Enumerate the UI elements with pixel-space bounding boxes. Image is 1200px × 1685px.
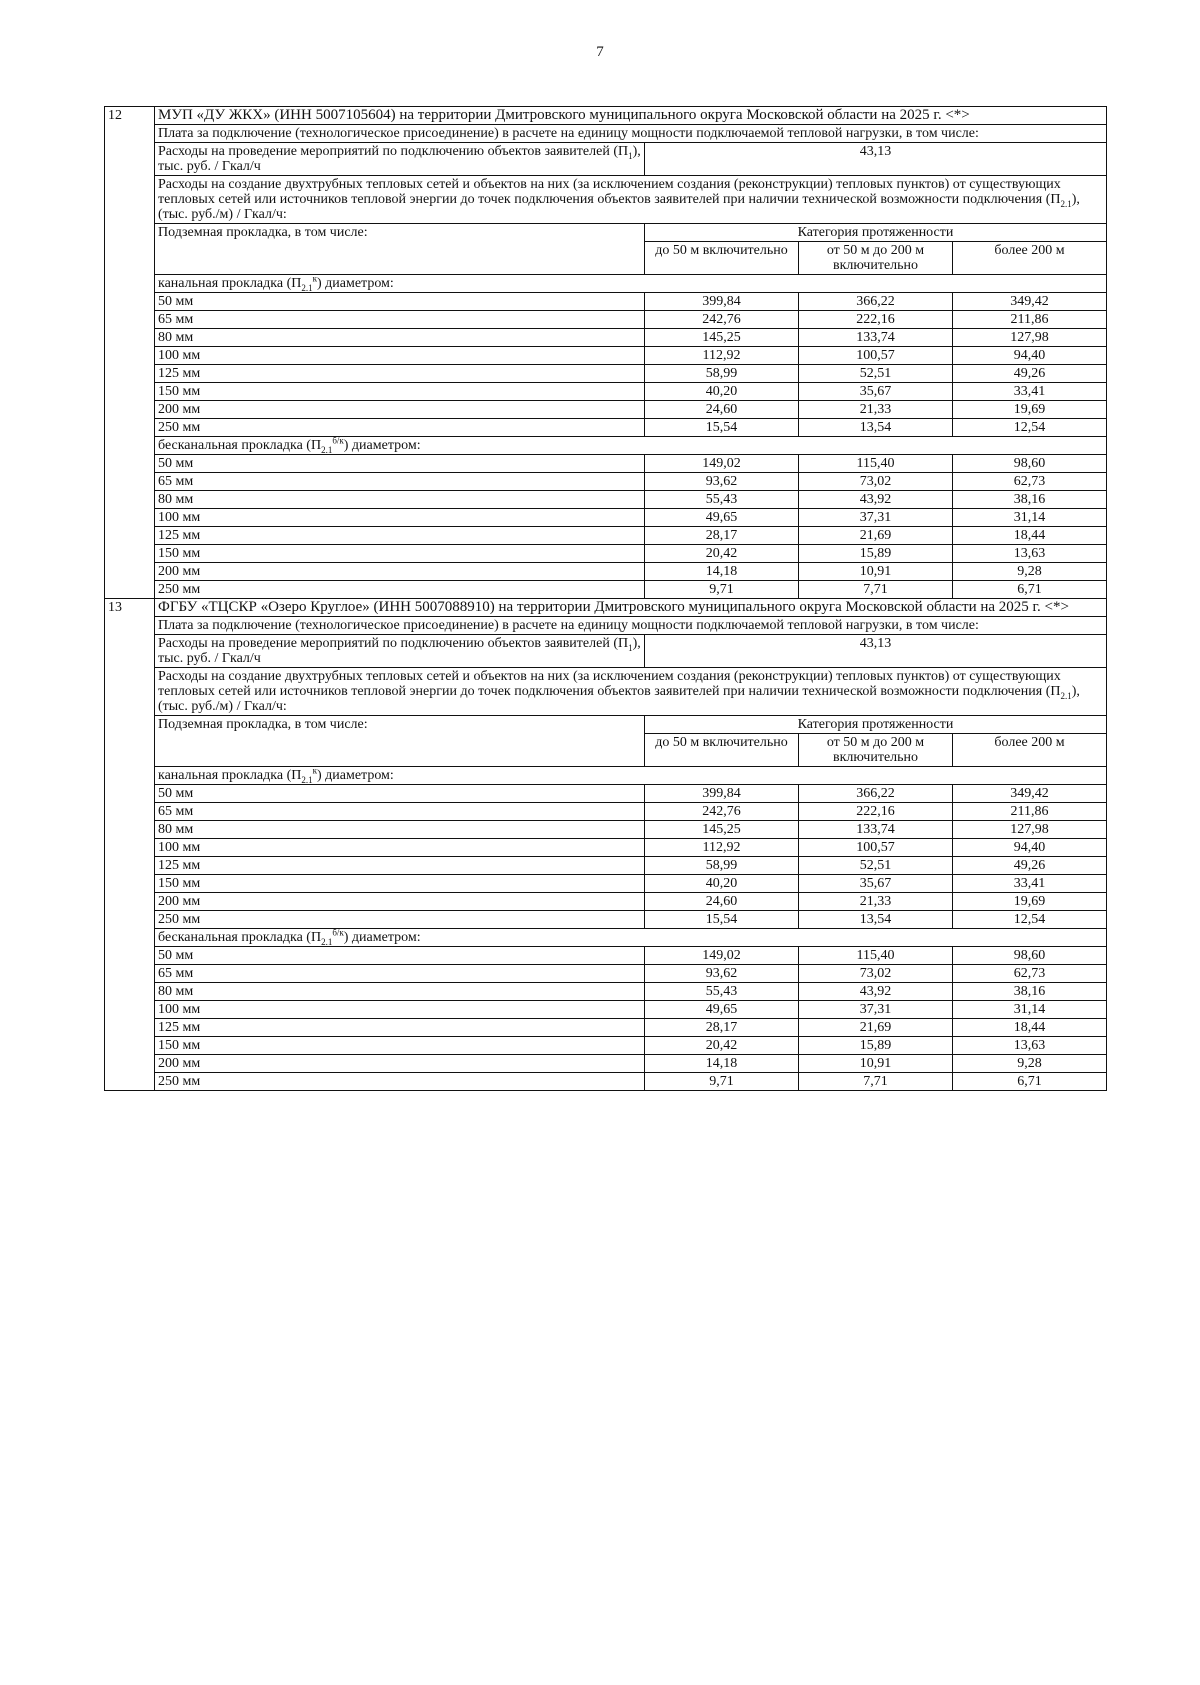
- value-over-200: 127,98: [953, 821, 1107, 839]
- value-up-to-50: 145,25: [645, 329, 799, 347]
- channel-superscript: к: [312, 766, 317, 776]
- underground-label: Подземная прокладка, в том числе:: [155, 716, 645, 767]
- value-up-to-50: 58,99: [645, 857, 799, 875]
- value-50-200: 21,69: [799, 527, 953, 545]
- value-up-to-50: 40,20: [645, 875, 799, 893]
- value-over-200: 38,16: [953, 491, 1107, 509]
- value-over-200: 9,28: [953, 1055, 1107, 1073]
- value-up-to-50: 14,18: [645, 1055, 799, 1073]
- diameter-cell: 250 мм: [155, 911, 645, 929]
- value-over-200: 211,86: [953, 311, 1107, 329]
- value-50-200: 35,67: [799, 875, 953, 893]
- channelless-label-post: ) диаметром:: [343, 930, 421, 945]
- table-row: [105, 1037, 1107, 1055]
- p2-description: [155, 176, 1107, 224]
- value-50-200: 13,54: [799, 419, 953, 437]
- value-50-200: 13,54: [799, 911, 953, 929]
- table-row: [105, 563, 1107, 581]
- value-50-200: 43,92: [799, 983, 953, 1001]
- value-up-to-50: 15,54: [645, 419, 799, 437]
- diameter-cell: 80 мм: [155, 491, 645, 509]
- diameter-cell: 150 мм: [155, 545, 645, 563]
- table-row: [105, 803, 1107, 821]
- channelless-section-label: [155, 437, 1107, 455]
- value-up-to-50: 28,17: [645, 527, 799, 545]
- value-up-to-50: 9,71: [645, 581, 799, 599]
- diameter-cell: 200 мм: [155, 1055, 645, 1073]
- diameter-cell: 80 мм: [155, 983, 645, 1001]
- value-over-200: 349,42: [953, 785, 1107, 803]
- diameter-cell: 50 мм: [155, 455, 645, 473]
- value-up-to-50: 93,62: [645, 473, 799, 491]
- channelless-section-label: [155, 929, 1107, 947]
- value-50-200: 100,57: [799, 839, 953, 857]
- value-over-200: 33,41: [953, 875, 1107, 893]
- value-50-200: 366,22: [799, 785, 953, 803]
- diameter-cell: 150 мм: [155, 383, 645, 401]
- fee-description-row: [105, 125, 1107, 143]
- table-row: [105, 947, 1107, 965]
- diameter-cell: 65 мм: [155, 311, 645, 329]
- entry-title-row: [105, 107, 1107, 125]
- col-header-over-200: более 200 м: [953, 734, 1107, 767]
- p2-desc-post: ), (тыс. руб./м) / Гкал/ч:: [158, 192, 1080, 222]
- fee-description: Плата за подключение (технологическое присоединение) в расчете на единицу мощности подключаемой тепловой нагрузки, в том числе:: [155, 617, 1107, 635]
- value-over-200: 127,98: [953, 329, 1107, 347]
- value-up-to-50: 242,76: [645, 803, 799, 821]
- value-50-200: 222,16: [799, 803, 953, 821]
- value-over-200: 49,26: [953, 365, 1107, 383]
- value-50-200: 52,51: [799, 365, 953, 383]
- channel-section-row: [105, 275, 1107, 293]
- value-up-to-50: 58,99: [645, 365, 799, 383]
- value-up-to-50: 24,60: [645, 401, 799, 419]
- value-50-200: 21,33: [799, 893, 953, 911]
- channel-section-label: [155, 767, 1107, 785]
- value-up-to-50: 49,65: [645, 1001, 799, 1019]
- category-header: Категория протяженности: [645, 224, 1107, 242]
- category-header-row: [105, 716, 1107, 734]
- channel-label-pre: канальная прокладка (П: [158, 276, 302, 291]
- value-up-to-50: 242,76: [645, 311, 799, 329]
- value-50-200: 10,91: [799, 563, 953, 581]
- category-header-row: [105, 224, 1107, 242]
- value-50-200: 115,40: [799, 455, 953, 473]
- table-row: [105, 911, 1107, 929]
- value-up-to-50: 55,43: [645, 491, 799, 509]
- value-over-200: 19,69: [953, 401, 1107, 419]
- channel-section-label: [155, 275, 1107, 293]
- underground-label: Подземная прокладка, в том числе:: [155, 224, 645, 275]
- table-row: [105, 983, 1107, 1001]
- value-over-200: 349,42: [953, 293, 1107, 311]
- diameter-cell: 125 мм: [155, 857, 645, 875]
- value-50-200: 133,74: [799, 329, 953, 347]
- value-over-200: 33,41: [953, 383, 1107, 401]
- value-50-200: 73,02: [799, 965, 953, 983]
- channel-superscript: к: [312, 274, 317, 284]
- table-row: [105, 857, 1107, 875]
- table-row: [105, 821, 1107, 839]
- value-up-to-50: 55,43: [645, 983, 799, 1001]
- table-row: [105, 839, 1107, 857]
- p1-value: 43,13: [645, 635, 1107, 668]
- p1-label-pre: Расходы на проведение мероприятий по подключению объектов заявителей (П: [158, 144, 629, 159]
- value-over-200: 13,63: [953, 1037, 1107, 1055]
- value-over-200: 98,60: [953, 455, 1107, 473]
- category-header: Категория протяженности: [645, 716, 1107, 734]
- p1-subscript: 1: [628, 642, 633, 653]
- channel-section-row: [105, 767, 1107, 785]
- table-row: [105, 1073, 1107, 1091]
- value-50-200: 43,92: [799, 491, 953, 509]
- page-number: 7: [596, 44, 604, 60]
- value-over-200: 62,73: [953, 965, 1107, 983]
- col-header-50-200: от 50 м до 200 м включительно: [799, 242, 953, 275]
- value-over-200: 12,54: [953, 911, 1107, 929]
- value-50-200: 366,22: [799, 293, 953, 311]
- diameter-cell: 100 мм: [155, 1001, 645, 1019]
- value-50-200: 37,31: [799, 1001, 953, 1019]
- diameter-cell: 250 мм: [155, 581, 645, 599]
- value-50-200: 73,02: [799, 473, 953, 491]
- value-over-200: 12,54: [953, 419, 1107, 437]
- entry-title-row: [105, 599, 1107, 617]
- channelless-superscript: б/к: [332, 928, 344, 938]
- channelless-subscript: 2.1: [321, 444, 333, 455]
- p2-subscript: 2.1: [1060, 690, 1072, 701]
- value-over-200: 31,14: [953, 1001, 1107, 1019]
- p2-description-row: [105, 176, 1107, 224]
- channel-label-post: ) диаметром:: [316, 276, 394, 291]
- value-up-to-50: 40,20: [645, 383, 799, 401]
- p2-description: [155, 668, 1107, 716]
- value-50-200: 21,69: [799, 1019, 953, 1037]
- value-50-200: 37,31: [799, 509, 953, 527]
- table-row: [105, 785, 1107, 803]
- diameter-cell: 50 мм: [155, 947, 645, 965]
- p2-description-row: [105, 668, 1107, 716]
- value-up-to-50: 399,84: [645, 293, 799, 311]
- value-up-to-50: 20,42: [645, 1037, 799, 1055]
- value-up-to-50: 149,02: [645, 455, 799, 473]
- value-up-to-50: 112,92: [645, 347, 799, 365]
- p1-row: [105, 143, 1107, 176]
- p1-subscript: 1: [628, 150, 633, 161]
- entry-number: 13: [105, 599, 155, 1091]
- p1-label-pre: Расходы на проведение мероприятий по подключению объектов заявителей (П: [158, 636, 629, 651]
- value-up-to-50: 49,65: [645, 509, 799, 527]
- p2-subscript: 2.1: [1060, 198, 1072, 209]
- value-up-to-50: 15,54: [645, 911, 799, 929]
- p1-label-post: ), тыс. руб. / Гкал/ч: [158, 636, 641, 666]
- p2-desc-pre: Расходы на создание двухтрубных тепловых сетей и объектов на них (за исключением создания (реконструкции) тепловых пунктов) от существующих тепловых сетей или источников тепловой энергии до точек подключения объектов заявителей при наличии технической возможности подключения (П: [158, 669, 1061, 699]
- channelless-label-pre: бесканальная прокладка (П: [158, 438, 322, 453]
- table-row: [105, 419, 1107, 437]
- p1-value: 43,13: [645, 143, 1107, 176]
- diameter-cell: 125 мм: [155, 365, 645, 383]
- table-row: [105, 1019, 1107, 1037]
- table-row: [105, 473, 1107, 491]
- diameter-cell: 50 мм: [155, 293, 645, 311]
- fee-description: Плата за подключение (технологическое присоединение) в расчете на единицу мощности подключаемой тепловой нагрузки, в том числе:: [155, 125, 1107, 143]
- value-50-200: 7,71: [799, 581, 953, 599]
- table-row: [105, 509, 1107, 527]
- value-over-200: 211,86: [953, 803, 1107, 821]
- value-50-200: 133,74: [799, 821, 953, 839]
- table-row: [105, 527, 1107, 545]
- tariff-table: [104, 106, 1107, 1091]
- table-row: [105, 1001, 1107, 1019]
- channel-label-post: ) диаметром:: [316, 768, 394, 783]
- table-row: [105, 455, 1107, 473]
- col-header-up-to-50: до 50 м включительно: [645, 242, 799, 275]
- table-row: [105, 329, 1107, 347]
- channelless-label-pre: бесканальная прокладка (П: [158, 930, 322, 945]
- value-up-to-50: 145,25: [645, 821, 799, 839]
- channel-label-pre: канальная прокладка (П: [158, 768, 302, 783]
- channelless-superscript: б/к: [332, 436, 344, 446]
- table-row: [105, 365, 1107, 383]
- value-up-to-50: 28,17: [645, 1019, 799, 1037]
- diameter-cell: 100 мм: [155, 509, 645, 527]
- entry-number: 12: [105, 107, 155, 599]
- p2-desc-pre: Расходы на создание двухтрубных тепловых сетей и объектов на них (за исключением создания (реконструкции) тепловых пунктов) от существующих тепловых сетей или источников тепловой энергии до точек подключения объектов заявителей при наличии технической возможности подключения (П: [158, 177, 1061, 207]
- value-up-to-50: 14,18: [645, 563, 799, 581]
- value-over-200: 98,60: [953, 947, 1107, 965]
- channel-subscript: 2.1: [301, 774, 313, 785]
- table-row: [105, 581, 1107, 599]
- fee-description-row: [105, 617, 1107, 635]
- channelless-subscript: 2.1: [321, 936, 333, 947]
- value-50-200: 15,89: [799, 1037, 953, 1055]
- diameter-cell: 250 мм: [155, 1073, 645, 1091]
- table-row: [105, 1055, 1107, 1073]
- diameter-cell: 200 мм: [155, 401, 645, 419]
- p1-label-post: ), тыс. руб. / Гкал/ч: [158, 144, 641, 174]
- table-row: [105, 875, 1107, 893]
- value-50-200: 52,51: [799, 857, 953, 875]
- value-over-200: 6,71: [953, 581, 1107, 599]
- table-row: [105, 347, 1107, 365]
- table-row: [105, 965, 1107, 983]
- diameter-cell: 125 мм: [155, 527, 645, 545]
- table-row: [105, 491, 1107, 509]
- diameter-cell: 125 мм: [155, 1019, 645, 1037]
- diameter-cell: 65 мм: [155, 965, 645, 983]
- value-over-200: 31,14: [953, 509, 1107, 527]
- diameter-cell: 100 мм: [155, 839, 645, 857]
- channelless-section-row: [105, 929, 1107, 947]
- table-row: [105, 401, 1107, 419]
- channel-subscript: 2.1: [301, 282, 313, 293]
- col-header-over-200: более 200 м: [953, 242, 1107, 275]
- entry-title: МУП «ДУ ЖКХ» (ИНН 5007105604) на территории Дмитровского муниципального округа Московской области на 2025 г. <*>: [155, 107, 1107, 125]
- channelless-section-row: [105, 437, 1107, 455]
- value-over-200: 62,73: [953, 473, 1107, 491]
- value-50-200: 100,57: [799, 347, 953, 365]
- value-up-to-50: 24,60: [645, 893, 799, 911]
- table-row: [105, 383, 1107, 401]
- value-up-to-50: 399,84: [645, 785, 799, 803]
- entry-title: ФГБУ «ТЦСКР «Озеро Круглое» (ИНН 5007088910) на территории Дмитровского муниципального округа Московской области на 2025 г. <*>: [155, 599, 1107, 617]
- value-50-200: 21,33: [799, 401, 953, 419]
- diameter-cell: 250 мм: [155, 419, 645, 437]
- table-row: [105, 545, 1107, 563]
- value-up-to-50: 9,71: [645, 1073, 799, 1091]
- value-over-200: 9,28: [953, 563, 1107, 581]
- value-over-200: 49,26: [953, 857, 1107, 875]
- value-over-200: 6,71: [953, 1073, 1107, 1091]
- diameter-cell: 150 мм: [155, 1037, 645, 1055]
- value-50-200: 222,16: [799, 311, 953, 329]
- diameter-cell: 80 мм: [155, 821, 645, 839]
- value-over-200: 19,69: [953, 893, 1107, 911]
- channelless-label-post: ) диаметром:: [343, 438, 421, 453]
- value-50-200: 115,40: [799, 947, 953, 965]
- value-up-to-50: 20,42: [645, 545, 799, 563]
- value-50-200: 10,91: [799, 1055, 953, 1073]
- value-up-to-50: 149,02: [645, 947, 799, 965]
- diameter-cell: 80 мм: [155, 329, 645, 347]
- value-over-200: 94,40: [953, 347, 1107, 365]
- p1-label: [155, 635, 645, 668]
- diameter-cell: 50 мм: [155, 785, 645, 803]
- value-50-200: 35,67: [799, 383, 953, 401]
- table-row: [105, 311, 1107, 329]
- value-50-200: 7,71: [799, 1073, 953, 1091]
- diameter-cell: 150 мм: [155, 875, 645, 893]
- diameter-cell: 200 мм: [155, 563, 645, 581]
- diameter-cell: 100 мм: [155, 347, 645, 365]
- col-header-up-to-50: до 50 м включительно: [645, 734, 799, 767]
- p1-row: [105, 635, 1107, 668]
- value-up-to-50: 112,92: [645, 839, 799, 857]
- p1-label: [155, 143, 645, 176]
- table-row: [105, 893, 1107, 911]
- value-over-200: 94,40: [953, 839, 1107, 857]
- diameter-cell: 65 мм: [155, 803, 645, 821]
- value-over-200: 13,63: [953, 545, 1107, 563]
- value-over-200: 38,16: [953, 983, 1107, 1001]
- value-50-200: 15,89: [799, 545, 953, 563]
- diameter-cell: 200 мм: [155, 893, 645, 911]
- value-over-200: 18,44: [953, 1019, 1107, 1037]
- value-up-to-50: 93,62: [645, 965, 799, 983]
- value-over-200: 18,44: [953, 527, 1107, 545]
- diameter-cell: 65 мм: [155, 473, 645, 491]
- col-header-50-200: от 50 м до 200 м включительно: [799, 734, 953, 767]
- table-row: [105, 293, 1107, 311]
- p2-desc-post: ), (тыс. руб./м) / Гкал/ч:: [158, 684, 1080, 714]
